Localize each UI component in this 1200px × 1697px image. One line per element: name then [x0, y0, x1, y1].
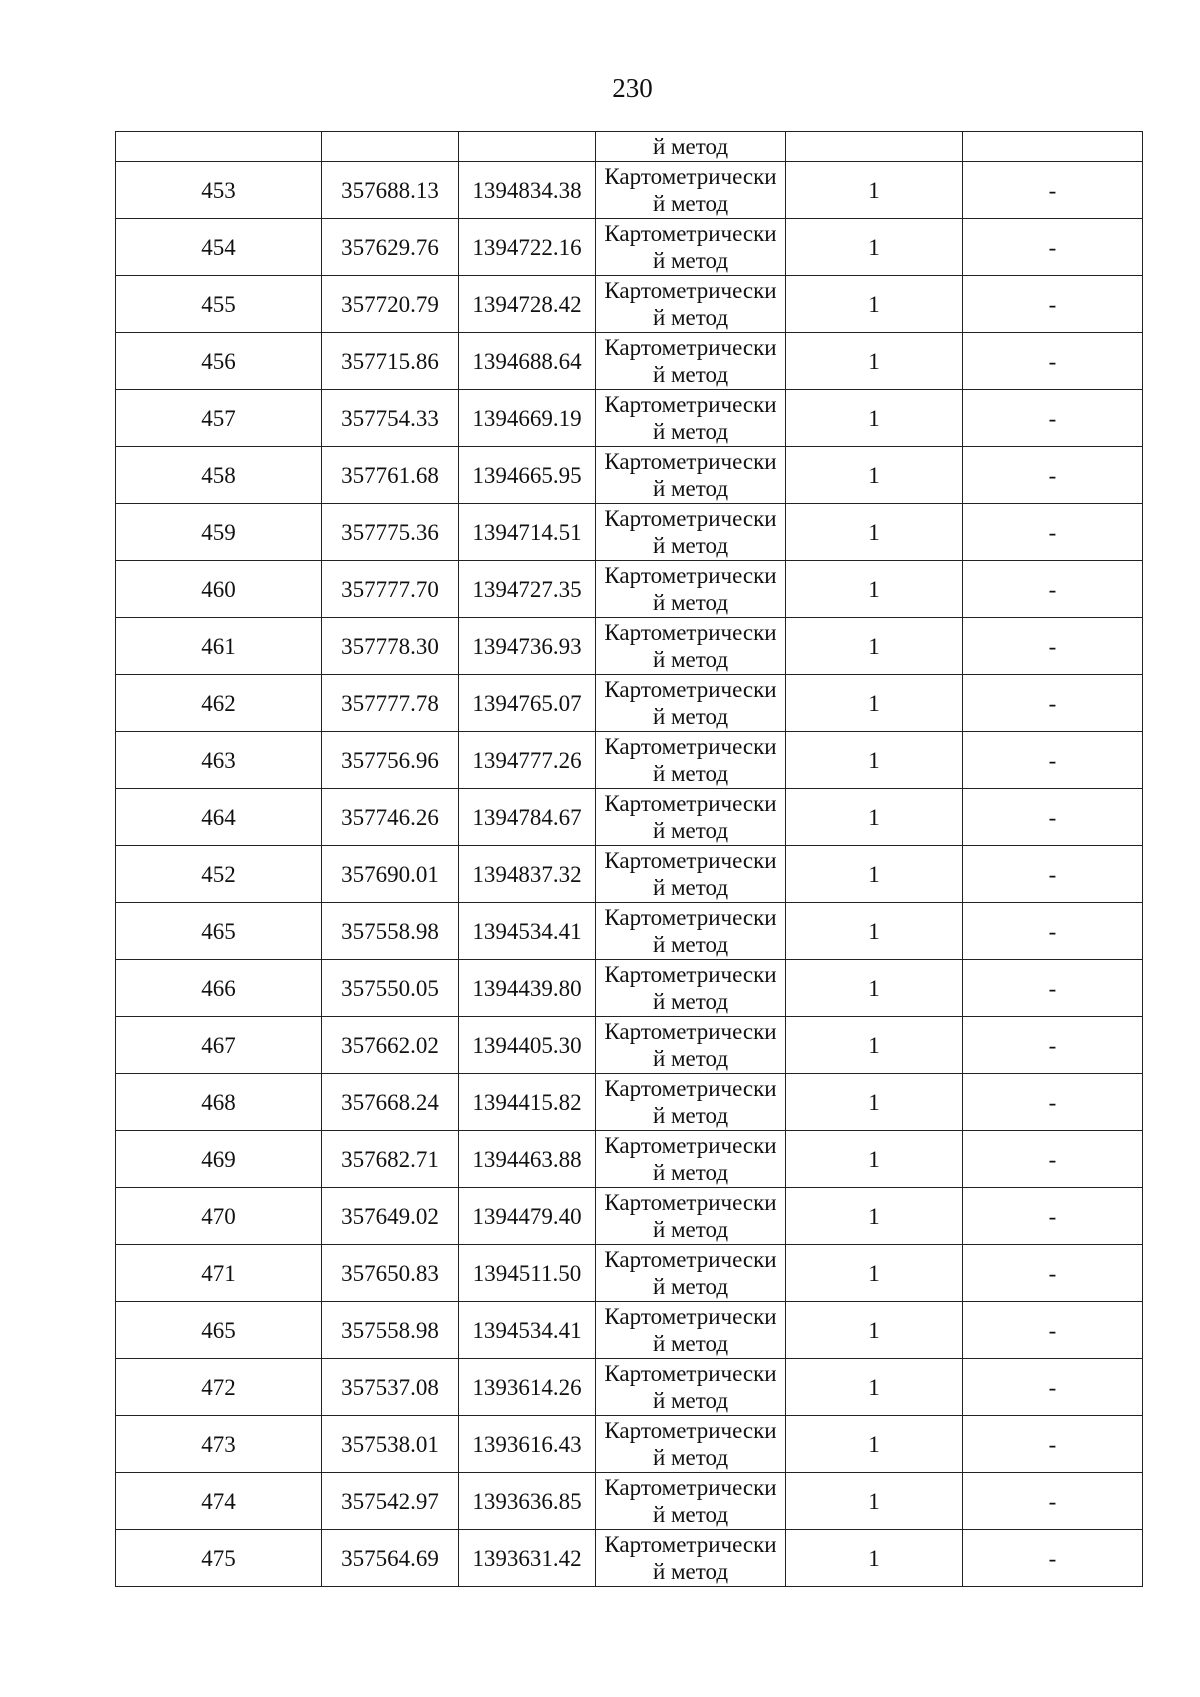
method-cell	[596, 1530, 786, 1587]
method-line-1: Картометрически	[604, 791, 777, 816]
x-coordinate-cell: 357650.83	[322, 1245, 459, 1302]
table-row	[116, 789, 1143, 846]
method-cell	[596, 1245, 786, 1302]
method-cell	[596, 675, 786, 732]
table-row	[116, 846, 1143, 903]
method-line-2: й метод	[652, 1046, 729, 1071]
method-cell	[596, 561, 786, 618]
description-cell: -	[963, 1473, 1143, 1530]
coordinates-table	[115, 131, 1143, 1587]
method-cell	[596, 276, 786, 333]
point-number-cell: 462	[116, 675, 322, 732]
x-coordinate-cell: 357775.36	[322, 504, 459, 561]
description-cell: -	[963, 675, 1143, 732]
method-line-1: Картометрически	[604, 1475, 777, 1500]
description-cell: -	[963, 333, 1143, 390]
table-row	[116, 504, 1143, 561]
accuracy-cell: 1	[786, 1530, 963, 1587]
method-cell	[596, 333, 786, 390]
accuracy-cell: 1	[786, 1302, 963, 1359]
method-line-2: й метод	[652, 1274, 729, 1299]
method-line-2: й метод	[652, 818, 729, 843]
point-number-cell: 460	[116, 561, 322, 618]
method-line-1: Картометрически	[604, 164, 777, 189]
description-cell: -	[963, 846, 1143, 903]
description-cell: -	[963, 504, 1143, 561]
y-coordinate-cell: 1394405.30	[459, 1017, 596, 1074]
y-coordinate-cell: 1394479.40	[459, 1188, 596, 1245]
accuracy-cell: 1	[786, 390, 963, 447]
y-coordinate-cell: 1394722.16	[459, 219, 596, 276]
continuation-cell-accuracy	[786, 132, 963, 162]
continuation-cell-x	[322, 132, 459, 162]
x-coordinate-cell: 357668.24	[322, 1074, 459, 1131]
method-line-1: Картометрически	[604, 962, 777, 987]
description-cell: -	[963, 1188, 1143, 1245]
x-coordinate-cell: 357629.76	[322, 219, 459, 276]
x-coordinate-cell: 357649.02	[322, 1188, 459, 1245]
method-cell	[596, 1017, 786, 1074]
accuracy-cell: 1	[786, 162, 963, 219]
x-coordinate-cell: 357778.30	[322, 618, 459, 675]
table-row	[116, 675, 1143, 732]
point-number-cell: 465	[116, 1302, 322, 1359]
point-number-cell: 452	[116, 846, 322, 903]
point-number-cell: 455	[116, 276, 322, 333]
method-line-2: й метод	[652, 533, 729, 558]
table-row	[116, 162, 1143, 219]
continuation-cell-method: й метод	[596, 132, 786, 162]
point-number-cell: 459	[116, 504, 322, 561]
y-coordinate-cell: 1394834.38	[459, 162, 596, 219]
x-coordinate-cell: 357690.01	[322, 846, 459, 903]
method-line-2: й метод	[652, 1331, 729, 1356]
method-line-2: й метод	[652, 362, 729, 387]
description-cell: -	[963, 390, 1143, 447]
point-number-cell: 470	[116, 1188, 322, 1245]
x-coordinate-cell: 357756.96	[322, 732, 459, 789]
description-cell: -	[963, 276, 1143, 333]
x-coordinate-cell: 357715.86	[322, 333, 459, 390]
point-number-cell: 474	[116, 1473, 322, 1530]
description-cell: -	[963, 1302, 1143, 1359]
method-line-1: Картометрически	[604, 563, 777, 588]
coordinates-table-body	[116, 132, 1143, 1587]
method-cell	[596, 447, 786, 504]
accuracy-cell: 1	[786, 447, 963, 504]
method-line-1: Картометрически	[604, 1532, 777, 1557]
accuracy-cell: 1	[786, 333, 963, 390]
accuracy-cell: 1	[786, 1416, 963, 1473]
accuracy-cell: 1	[786, 1473, 963, 1530]
method-line-1: Картометрически	[604, 1133, 777, 1158]
accuracy-cell: 1	[786, 903, 963, 960]
x-coordinate-cell: 357682.71	[322, 1131, 459, 1188]
y-coordinate-cell: 1393614.26	[459, 1359, 596, 1416]
point-number-cell: 475	[116, 1530, 322, 1587]
y-coordinate-cell: 1394837.32	[459, 846, 596, 903]
method-cell	[596, 219, 786, 276]
method-line-2: й метод	[652, 476, 729, 501]
x-coordinate-cell: 357777.78	[322, 675, 459, 732]
description-cell: -	[963, 1131, 1143, 1188]
x-coordinate-cell: 357558.98	[322, 903, 459, 960]
point-number-cell: 464	[116, 789, 322, 846]
description-cell: -	[963, 561, 1143, 618]
method-line-2: й метод	[652, 419, 729, 444]
point-number-cell: 463	[116, 732, 322, 789]
accuracy-cell: 1	[786, 561, 963, 618]
method-line-1: Картометрически	[604, 905, 777, 930]
method-line-2: й метод	[652, 305, 729, 330]
x-coordinate-cell: 357754.33	[322, 390, 459, 447]
x-coordinate-cell: 357550.05	[322, 960, 459, 1017]
x-coordinate-cell: 357662.02	[322, 1017, 459, 1074]
y-coordinate-cell: 1393631.42	[459, 1530, 596, 1587]
y-coordinate-cell: 1394765.07	[459, 675, 596, 732]
description-cell: -	[963, 960, 1143, 1017]
y-coordinate-cell: 1394714.51	[459, 504, 596, 561]
method-cell	[596, 390, 786, 447]
y-coordinate-cell: 1393616.43	[459, 1416, 596, 1473]
accuracy-cell: 1	[786, 846, 963, 903]
table-row	[116, 1359, 1143, 1416]
description-cell: -	[963, 1530, 1143, 1587]
method-cell	[596, 618, 786, 675]
point-number-cell: 453	[116, 162, 322, 219]
point-number-cell: 461	[116, 618, 322, 675]
method-cell	[596, 732, 786, 789]
point-number-cell: 473	[116, 1416, 322, 1473]
y-coordinate-cell: 1394688.64	[459, 333, 596, 390]
method-line-1: Картометрически	[604, 506, 777, 531]
method-cell	[596, 1302, 786, 1359]
method-line-1: Картометрически	[604, 848, 777, 873]
accuracy-cell: 1	[786, 276, 963, 333]
method-cell	[596, 960, 786, 1017]
method-line-1: Картометрически	[604, 620, 777, 645]
method-cell	[596, 1473, 786, 1530]
continuation-cell-description	[963, 132, 1143, 162]
point-number-cell: 457	[116, 390, 322, 447]
method-line-2: й метод	[652, 1559, 729, 1584]
accuracy-cell: 1	[786, 675, 963, 732]
point-number-cell: 472	[116, 1359, 322, 1416]
method-line-2: й метод	[652, 191, 729, 216]
method-line-1: Картометрически	[604, 734, 777, 759]
description-cell: -	[963, 903, 1143, 960]
y-coordinate-cell: 1393636.85	[459, 1473, 596, 1530]
method-line-2: й метод	[652, 932, 729, 957]
method-line-1: Картометрически	[604, 1418, 777, 1443]
point-number-cell: 471	[116, 1245, 322, 1302]
table-row	[116, 219, 1143, 276]
y-coordinate-cell: 1394534.41	[459, 1302, 596, 1359]
y-coordinate-cell: 1394439.80	[459, 960, 596, 1017]
y-coordinate-cell: 1394534.41	[459, 903, 596, 960]
method-cell	[596, 1359, 786, 1416]
method-cell	[596, 903, 786, 960]
method-cell	[596, 846, 786, 903]
description-cell: -	[963, 162, 1143, 219]
description-cell: -	[963, 219, 1143, 276]
x-coordinate-cell: 357564.69	[322, 1530, 459, 1587]
y-coordinate-cell: 1394415.82	[459, 1074, 596, 1131]
accuracy-cell: 1	[786, 732, 963, 789]
method-cell	[596, 1131, 786, 1188]
accuracy-cell: 1	[786, 1245, 963, 1302]
description-cell: -	[963, 1017, 1143, 1074]
table-row	[116, 1473, 1143, 1530]
table-row	[116, 1245, 1143, 1302]
y-coordinate-cell: 1394669.19	[459, 390, 596, 447]
table-row	[116, 390, 1143, 447]
accuracy-cell: 1	[786, 1359, 963, 1416]
x-coordinate-cell: 357538.01	[322, 1416, 459, 1473]
point-number-cell: 468	[116, 1074, 322, 1131]
method-line-1: Картометрически	[604, 278, 777, 303]
y-coordinate-cell: 1394728.42	[459, 276, 596, 333]
method-line-2: й метод	[652, 875, 729, 900]
point-number-cell: 454	[116, 219, 322, 276]
table-row	[116, 447, 1143, 504]
table-row	[116, 1074, 1143, 1131]
method-cell	[596, 1074, 786, 1131]
table-row	[116, 333, 1143, 390]
x-coordinate-cell: 357746.26	[322, 789, 459, 846]
table-row	[116, 276, 1143, 333]
table-row	[116, 1416, 1143, 1473]
continuation-row	[116, 132, 1143, 162]
method-line-1: Картометрически	[604, 392, 777, 417]
method-cell	[596, 504, 786, 561]
description-cell: -	[963, 1245, 1143, 1302]
accuracy-cell: 1	[786, 504, 963, 561]
method-line-2: й метод	[652, 704, 729, 729]
method-line-1: Картометрически	[604, 335, 777, 360]
accuracy-cell: 1	[786, 1017, 963, 1074]
method-cell	[596, 1188, 786, 1245]
point-number-cell: 466	[116, 960, 322, 1017]
x-coordinate-cell: 357761.68	[322, 447, 459, 504]
x-coordinate-cell: 357777.70	[322, 561, 459, 618]
table-row	[116, 1131, 1143, 1188]
continuation-cell-point	[116, 132, 322, 162]
table-row	[116, 618, 1143, 675]
description-cell: -	[963, 789, 1143, 846]
method-line-1: Картометрически	[604, 1190, 777, 1215]
point-number-cell: 456	[116, 333, 322, 390]
method-cell	[596, 789, 786, 846]
accuracy-cell: 1	[786, 1188, 963, 1245]
table-row	[116, 960, 1143, 1017]
method-line-2: й метод	[652, 590, 729, 615]
table-row	[116, 1302, 1143, 1359]
description-cell: -	[963, 447, 1143, 504]
method-line-1: Картометрически	[604, 221, 777, 246]
description-cell: -	[963, 1074, 1143, 1131]
accuracy-cell: 1	[786, 219, 963, 276]
y-coordinate-cell: 1394736.93	[459, 618, 596, 675]
method-line-2: й метод	[652, 989, 729, 1014]
point-number-cell: 465	[116, 903, 322, 960]
method-line-2: й метод	[652, 1502, 729, 1527]
table-row	[116, 1017, 1143, 1074]
method-line-1: Картометрически	[604, 677, 777, 702]
method-line-1: Картометрически	[604, 1304, 777, 1329]
table-row	[116, 561, 1143, 618]
method-line-2: й метод	[652, 1388, 729, 1413]
method-line-2: й метод	[652, 1445, 729, 1470]
method-cell	[596, 1416, 786, 1473]
table-row	[116, 732, 1143, 789]
x-coordinate-cell: 357688.13	[322, 162, 459, 219]
method-line-1: Картометрически	[604, 1361, 777, 1386]
y-coordinate-cell: 1394511.50	[459, 1245, 596, 1302]
method-line-2: й метод	[652, 1160, 729, 1185]
table-row	[116, 1530, 1143, 1587]
table-row	[116, 1188, 1143, 1245]
x-coordinate-cell: 357720.79	[322, 276, 459, 333]
y-coordinate-cell: 1394784.67	[459, 789, 596, 846]
point-number-cell: 458	[116, 447, 322, 504]
table-row	[116, 903, 1143, 960]
page-number: 230	[612, 73, 653, 103]
continuation-cell-y	[459, 132, 596, 162]
method-line-2: й метод	[652, 1103, 729, 1128]
accuracy-cell: 1	[786, 618, 963, 675]
method-line-2: й метод	[652, 1217, 729, 1242]
description-cell: -	[963, 1359, 1143, 1416]
method-line-2: й метод	[652, 248, 729, 273]
method-line-2: й метод	[652, 761, 729, 786]
accuracy-cell: 1	[786, 1131, 963, 1188]
description-cell: -	[963, 1416, 1143, 1473]
x-coordinate-cell: 357537.08	[322, 1359, 459, 1416]
method-line-1: Картометрически	[604, 1019, 777, 1044]
method-cell	[596, 162, 786, 219]
method-line-1: Картометрически	[604, 1247, 777, 1272]
y-coordinate-cell: 1394665.95	[459, 447, 596, 504]
accuracy-cell: 1	[786, 789, 963, 846]
method-line-2: й метод	[652, 647, 729, 672]
point-number-cell: 467	[116, 1017, 322, 1074]
x-coordinate-cell: 357542.97	[322, 1473, 459, 1530]
description-cell: -	[963, 732, 1143, 789]
accuracy-cell: 1	[786, 960, 963, 1017]
y-coordinate-cell: 1394777.26	[459, 732, 596, 789]
description-cell: -	[963, 618, 1143, 675]
method-line-1: Картометрически	[604, 449, 777, 474]
y-coordinate-cell: 1394727.35	[459, 561, 596, 618]
x-coordinate-cell: 357558.98	[322, 1302, 459, 1359]
y-coordinate-cell: 1394463.88	[459, 1131, 596, 1188]
accuracy-cell: 1	[786, 1074, 963, 1131]
method-line-1: Картометрически	[604, 1076, 777, 1101]
point-number-cell: 469	[116, 1131, 322, 1188]
